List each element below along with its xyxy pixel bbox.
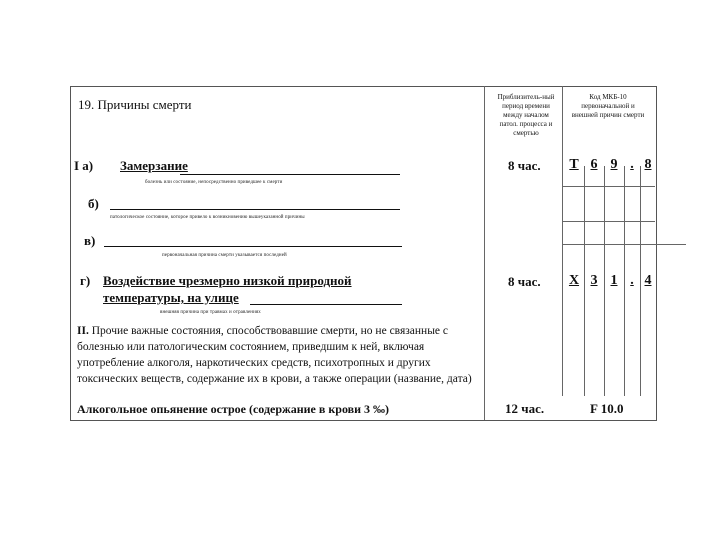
column-divider: [562, 86, 563, 396]
code-grid-line: [562, 221, 655, 222]
code-column-header: Код МКБ-10 первоначальной и внешней причин смерти: [571, 93, 645, 119]
row-a-interval: 8 час.: [508, 158, 541, 173]
row-a-caption: болезнь или состояние, непосредственно приведшее к смерти: [145, 180, 283, 185]
row-d-code-char: X: [568, 273, 580, 288]
row-a-code-char: Т: [569, 157, 579, 172]
row-d-cause-line2: температуры, на улице: [103, 290, 239, 305]
row-a-label: I а): [74, 158, 94, 173]
row-a-cause: Замерзание: [120, 158, 188, 173]
row-a-underline: [180, 174, 400, 175]
row-a-code-char: 8: [644, 157, 652, 172]
row-a-code-char: 6: [590, 157, 598, 172]
row-d-cause-line1: Воздействие чрезмерно низкой природной: [103, 273, 352, 288]
row-b-caption: патологическое состояние, которое привело к возникновению вышеуказанной причины: [110, 215, 305, 220]
row-a-code-char: 9: [610, 157, 618, 172]
code-grid-line: [584, 166, 585, 396]
row-d-code-char: 4: [644, 273, 652, 288]
row-a-code-char: .: [630, 157, 634, 172]
section-2-code: F 10.0: [590, 401, 624, 416]
row-d-code-char: 3: [590, 273, 598, 288]
section-2-body: Прочие важные состояния, способствовавшие смерти, но не связанные с болезнью или патологическим состоянием, приведшим к ней, включая употребление алкоголя, наркотических средств, психотропных и других токсических веществ, содержание их в крови, а также операции (название, дата): [77, 325, 472, 385]
interval-column-header: Приблизитель-ный период времени между началом патол. процесса и смертью: [497, 93, 555, 137]
code-grid-line: [562, 186, 655, 187]
row-c-caption: первоначальная причина смерти указывается последней: [162, 253, 287, 258]
row-b-label: б): [88, 196, 99, 211]
section-2-answer: Алкогольное опьянение острое (содержание в крови 3 ‰): [77, 402, 390, 416]
column-divider: [484, 86, 485, 420]
code-grid-line: [604, 166, 605, 396]
section-2-heading: II.: [77, 325, 89, 337]
row-d-underline: [250, 304, 402, 305]
section-2-text: [77, 323, 477, 387]
section-2-interval: 12 час.: [505, 401, 545, 416]
row-d-interval: 8 час.: [508, 274, 541, 289]
row-c-label: в): [84, 233, 96, 248]
row-d-code-char: .: [630, 273, 634, 288]
section-title: 19. Причины смерти: [78, 97, 192, 112]
row-d-code-char: 1: [610, 273, 618, 288]
row-b-underline: [110, 209, 400, 210]
row-c-underline: [104, 246, 402, 247]
row-d-label: г): [80, 273, 91, 288]
row-d-caption: внешняя причина при травмах и отравлениях: [160, 310, 261, 315]
